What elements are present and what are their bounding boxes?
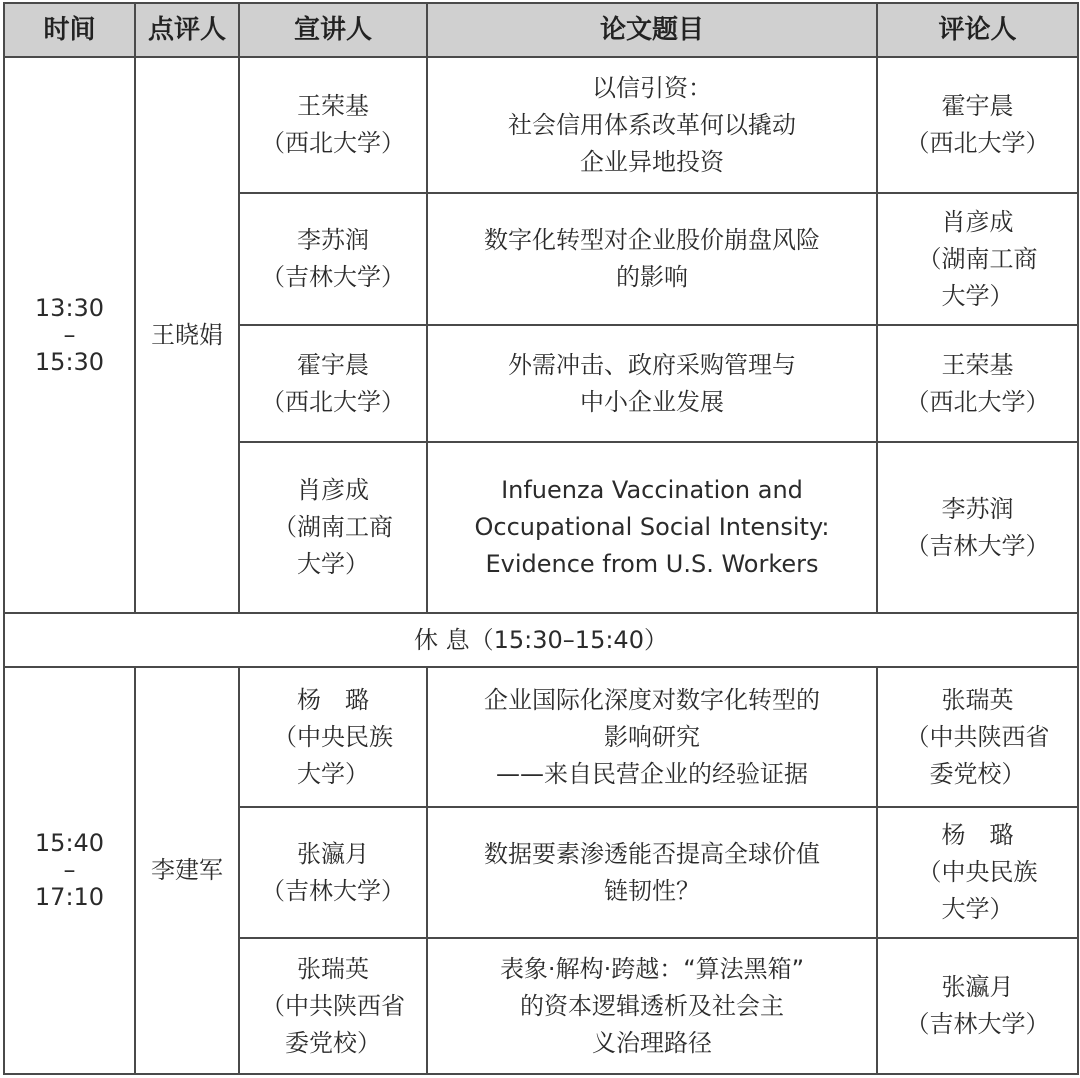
speaker-cell	[239, 667, 427, 807]
cell-text-line: 的资本逻辑透析及社会主	[520, 991, 784, 1020]
cell-text-line: 社会信用体系改革何以撬动	[508, 110, 796, 139]
session2-chair-cell: 李建军	[135, 667, 239, 1074]
cell-text-line: 霍宇晨	[297, 350, 369, 379]
cell-text-line: 张瑞英	[297, 954, 369, 983]
cell-text-line: 企业国际化深度对数字化转型的	[484, 685, 820, 714]
title-cell	[427, 57, 877, 193]
cell-text-line: （中共陕西省	[905, 722, 1050, 751]
cell-text-line: （西北大学）	[261, 129, 405, 157]
cell-text-line: 数据要素渗透能否提高全球价值	[484, 839, 820, 868]
cell-text-line: 大学）	[297, 550, 369, 578]
table-row	[4, 57, 1078, 193]
header-discussant: 评论人	[877, 3, 1078, 57]
discussant-cell	[877, 442, 1078, 613]
header-speaker: 宣讲人	[239, 3, 427, 57]
cell-text-line: 以信引资：	[592, 73, 712, 102]
cell-text-line: 影响研究	[604, 722, 700, 751]
title-cell	[427, 442, 877, 613]
speaker-cell	[239, 325, 427, 442]
cell-text-line: 大学）	[297, 759, 369, 788]
header-title: 论文题目	[427, 3, 877, 57]
cell-text-line: 中小企业发展	[580, 387, 724, 416]
speaker-cell	[239, 57, 427, 193]
break-cell: 休 息（15:30–15:40）	[4, 613, 1078, 667]
cell-text-line: 王荣基	[941, 350, 1014, 379]
cell-text-line: 张瀛月	[941, 973, 1014, 1001]
cell-text-line: ——来自民营企业的经验证据	[496, 759, 808, 788]
cell-text-line: （西北大学）	[905, 129, 1050, 157]
cell-text-line: 肖彦成	[297, 476, 369, 504]
title-cell	[427, 193, 877, 325]
title-cell	[427, 667, 877, 807]
cell-text-line: （湖南工商	[917, 244, 1038, 273]
cell-text-line: 15:40	[34, 829, 105, 857]
session1-time-cell	[4, 57, 135, 613]
speaker-cell	[239, 938, 427, 1074]
cell-text-line: 义治理路径	[592, 1028, 712, 1057]
discussant-cell	[877, 57, 1078, 193]
cell-text-line: 大学）	[941, 895, 1014, 923]
discussant-cell	[877, 667, 1078, 807]
cell-text-line: 委党校）	[285, 1028, 381, 1057]
cell-text-line: 委党校）	[929, 759, 1026, 788]
break-row	[4, 613, 1078, 667]
header-row	[4, 3, 1078, 57]
cell-text-line: 链韧性？	[604, 876, 700, 905]
table-row	[4, 667, 1078, 807]
cell-text-line: （中央民族	[273, 722, 393, 751]
cell-text-line: 张瀛月	[297, 839, 369, 868]
title-cell	[427, 938, 877, 1074]
cell-text-line: 张瑞英	[941, 685, 1014, 714]
cell-text-line: 外需冲击、政府采购管理与	[508, 350, 796, 379]
speaker-cell	[239, 442, 427, 613]
discussant-cell	[877, 325, 1078, 442]
cell-text-line: （吉林大学）	[261, 876, 405, 905]
cell-text-line: 表象·解构·跨越：“算法黑箱”	[499, 954, 805, 983]
cell-text-line: （吉林大学）	[261, 263, 405, 291]
cell-text-line: 17:10	[34, 883, 105, 911]
header-time: 时间	[4, 3, 135, 57]
header-chair: 点评人	[135, 3, 239, 57]
cell-text-line: Infuenza Vaccination and	[501, 476, 803, 504]
cell-text-line: （湖南工商	[273, 513, 393, 541]
speaker-cell	[239, 193, 427, 325]
cell-text-line: （中央民族	[917, 858, 1038, 886]
session2-time-cell	[4, 667, 135, 1074]
cell-text-line: （中共陕西省	[261, 991, 405, 1020]
cell-text-line: 杨 璐	[297, 685, 369, 714]
cell-text-line: Evidence from U.S. Workers	[485, 550, 819, 578]
discussant-cell	[877, 938, 1078, 1074]
cell-text-line: 的影响	[616, 263, 688, 291]
discussant-cell	[877, 807, 1078, 938]
cell-text-line: 企业异地投资	[580, 147, 724, 176]
cell-text-line: （吉林大学）	[905, 531, 1050, 560]
cell-text-line: –	[63, 856, 76, 884]
schedule-table	[3, 2, 1079, 1075]
cell-text-line: 杨 璐	[941, 821, 1014, 849]
cell-text-line: （吉林大学）	[905, 1010, 1050, 1038]
title-cell	[427, 325, 877, 442]
cell-text-line: （西北大学）	[905, 387, 1050, 416]
cell-text-line: 霍宇晨	[941, 92, 1014, 120]
cell-text-line: 李苏润	[941, 494, 1014, 523]
speaker-cell	[239, 807, 427, 938]
cell-text-line: 15:30	[34, 347, 105, 376]
cell-text-line: 李苏润	[297, 226, 369, 254]
cell-text-line: 肖彦成	[941, 207, 1014, 236]
discussant-cell	[877, 193, 1078, 325]
cell-text-line: –	[63, 320, 76, 349]
cell-text-line: 王荣基	[297, 92, 369, 120]
session1-chair-cell: 王晓娟	[135, 57, 239, 613]
cell-text-line: （西北大学）	[261, 387, 405, 416]
cell-text-line: Occupational Social Intensity:	[474, 513, 830, 541]
cell-text-line: 13:30	[34, 293, 105, 322]
cell-text-line: 大学）	[941, 281, 1014, 310]
cell-text-line: 数字化转型对企业股价崩盘风险	[484, 226, 820, 254]
title-cell	[427, 807, 877, 938]
